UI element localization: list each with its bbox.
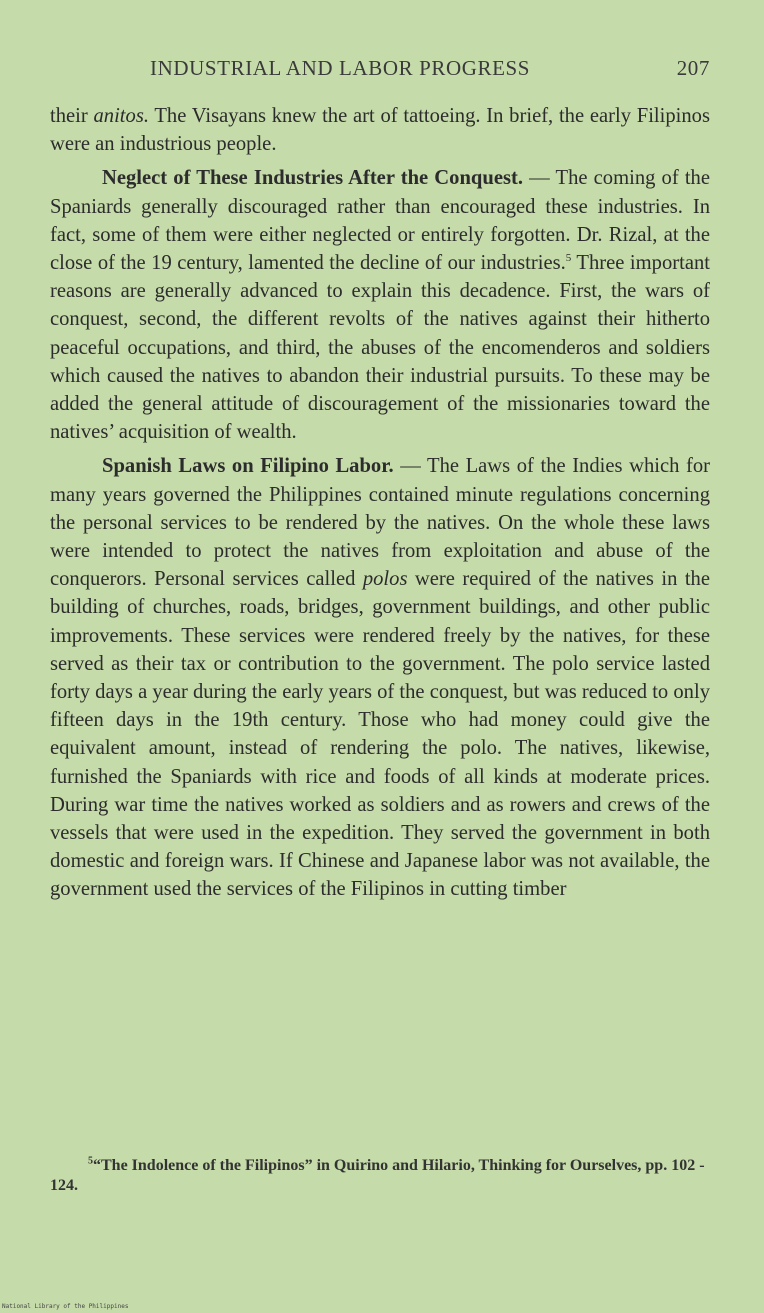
paragraph	[50, 102, 710, 158]
library-credit: National Library of the Philippines	[2, 1303, 129, 1310]
section-heading: Spanish Laws on Filipino Labor.	[102, 455, 394, 478]
footnote-number: 5	[88, 1155, 93, 1167]
text-run: The Visayans knew the art of tattoeing. In brief, the early Filipinos were an industrious people.	[50, 105, 710, 156]
italic-term: anitos.	[93, 105, 149, 127]
text-run: were required of the natives in the building of churches, roads, bridges, government buildings, and other public improvements. These services were rendered freely by the natives, for these served as their tax or contribution to the government. The polo service lasted forty days a year during the early years of the conquest, but was reduced to only fifteen days in the 19th century. Those who had money could give the equivalent amount, instead of rendering the polo. The natives, likewise, furnished the Spaniards with rice and foods of all kinds at moderate prices. During war time the natives worked as soldiers and as rowers and crews of the vessels that were used in the expedition. They served the government in both domestic and foreign wars. If Chinese and Japanese labor was not available, the government used the services of the Filipinos in cutting timber	[50, 568, 710, 901]
chapter-title: INDUSTRIAL AND LABOR PROGRESS	[150, 56, 531, 80]
text-run: — The coming of the Spaniards generally discouraged rather than encouraged these industries. In fact, some of them were either neglected or entirely forgotten. Dr. Rizal, at the close of the 19 century, lamented the decline of our industries.	[50, 167, 710, 275]
italic-term: polos	[362, 568, 408, 591]
text-run: — The Laws of the Indies which for many years governed the Philippines contained minute regulations concerning the personal services to be rendered by the natives. On the whole these laws were intended to protect the natives from exploitation and abuse of the conquerors. Personal services called	[50, 455, 710, 591]
section-heading: Neglect of These Industries After the Conquest.	[102, 167, 523, 190]
paragraph-spanish-laws	[50, 452, 710, 903]
page-number: 207	[676, 56, 710, 80]
running-head	[150, 56, 710, 81]
footnote-text: “The Indolence of the Filipinos” in Quirino and Hilario, Thinking for Ourselves, pp. 102 - 124.	[50, 1157, 705, 1194]
text-run: Three important reasons are generally advanced to explain this decadence. First, the wars of conquest, second, the different revolts of the natives against their hitherto peaceful occupations, and third, the abuses of the encomenderos and soldiers which caused the natives to abandon their industrial pursuits. To these may be added the general attitude of discouragement of the missionaries toward the natives’ acquisition of wealth.	[50, 252, 711, 444]
footnote-reference[interactable]: 5	[565, 252, 572, 265]
footnote	[50, 1156, 710, 1196]
body-text	[50, 102, 710, 904]
text-run: their	[50, 105, 94, 127]
footnotes	[50, 1156, 710, 1196]
paragraph-neglect	[50, 164, 710, 446]
